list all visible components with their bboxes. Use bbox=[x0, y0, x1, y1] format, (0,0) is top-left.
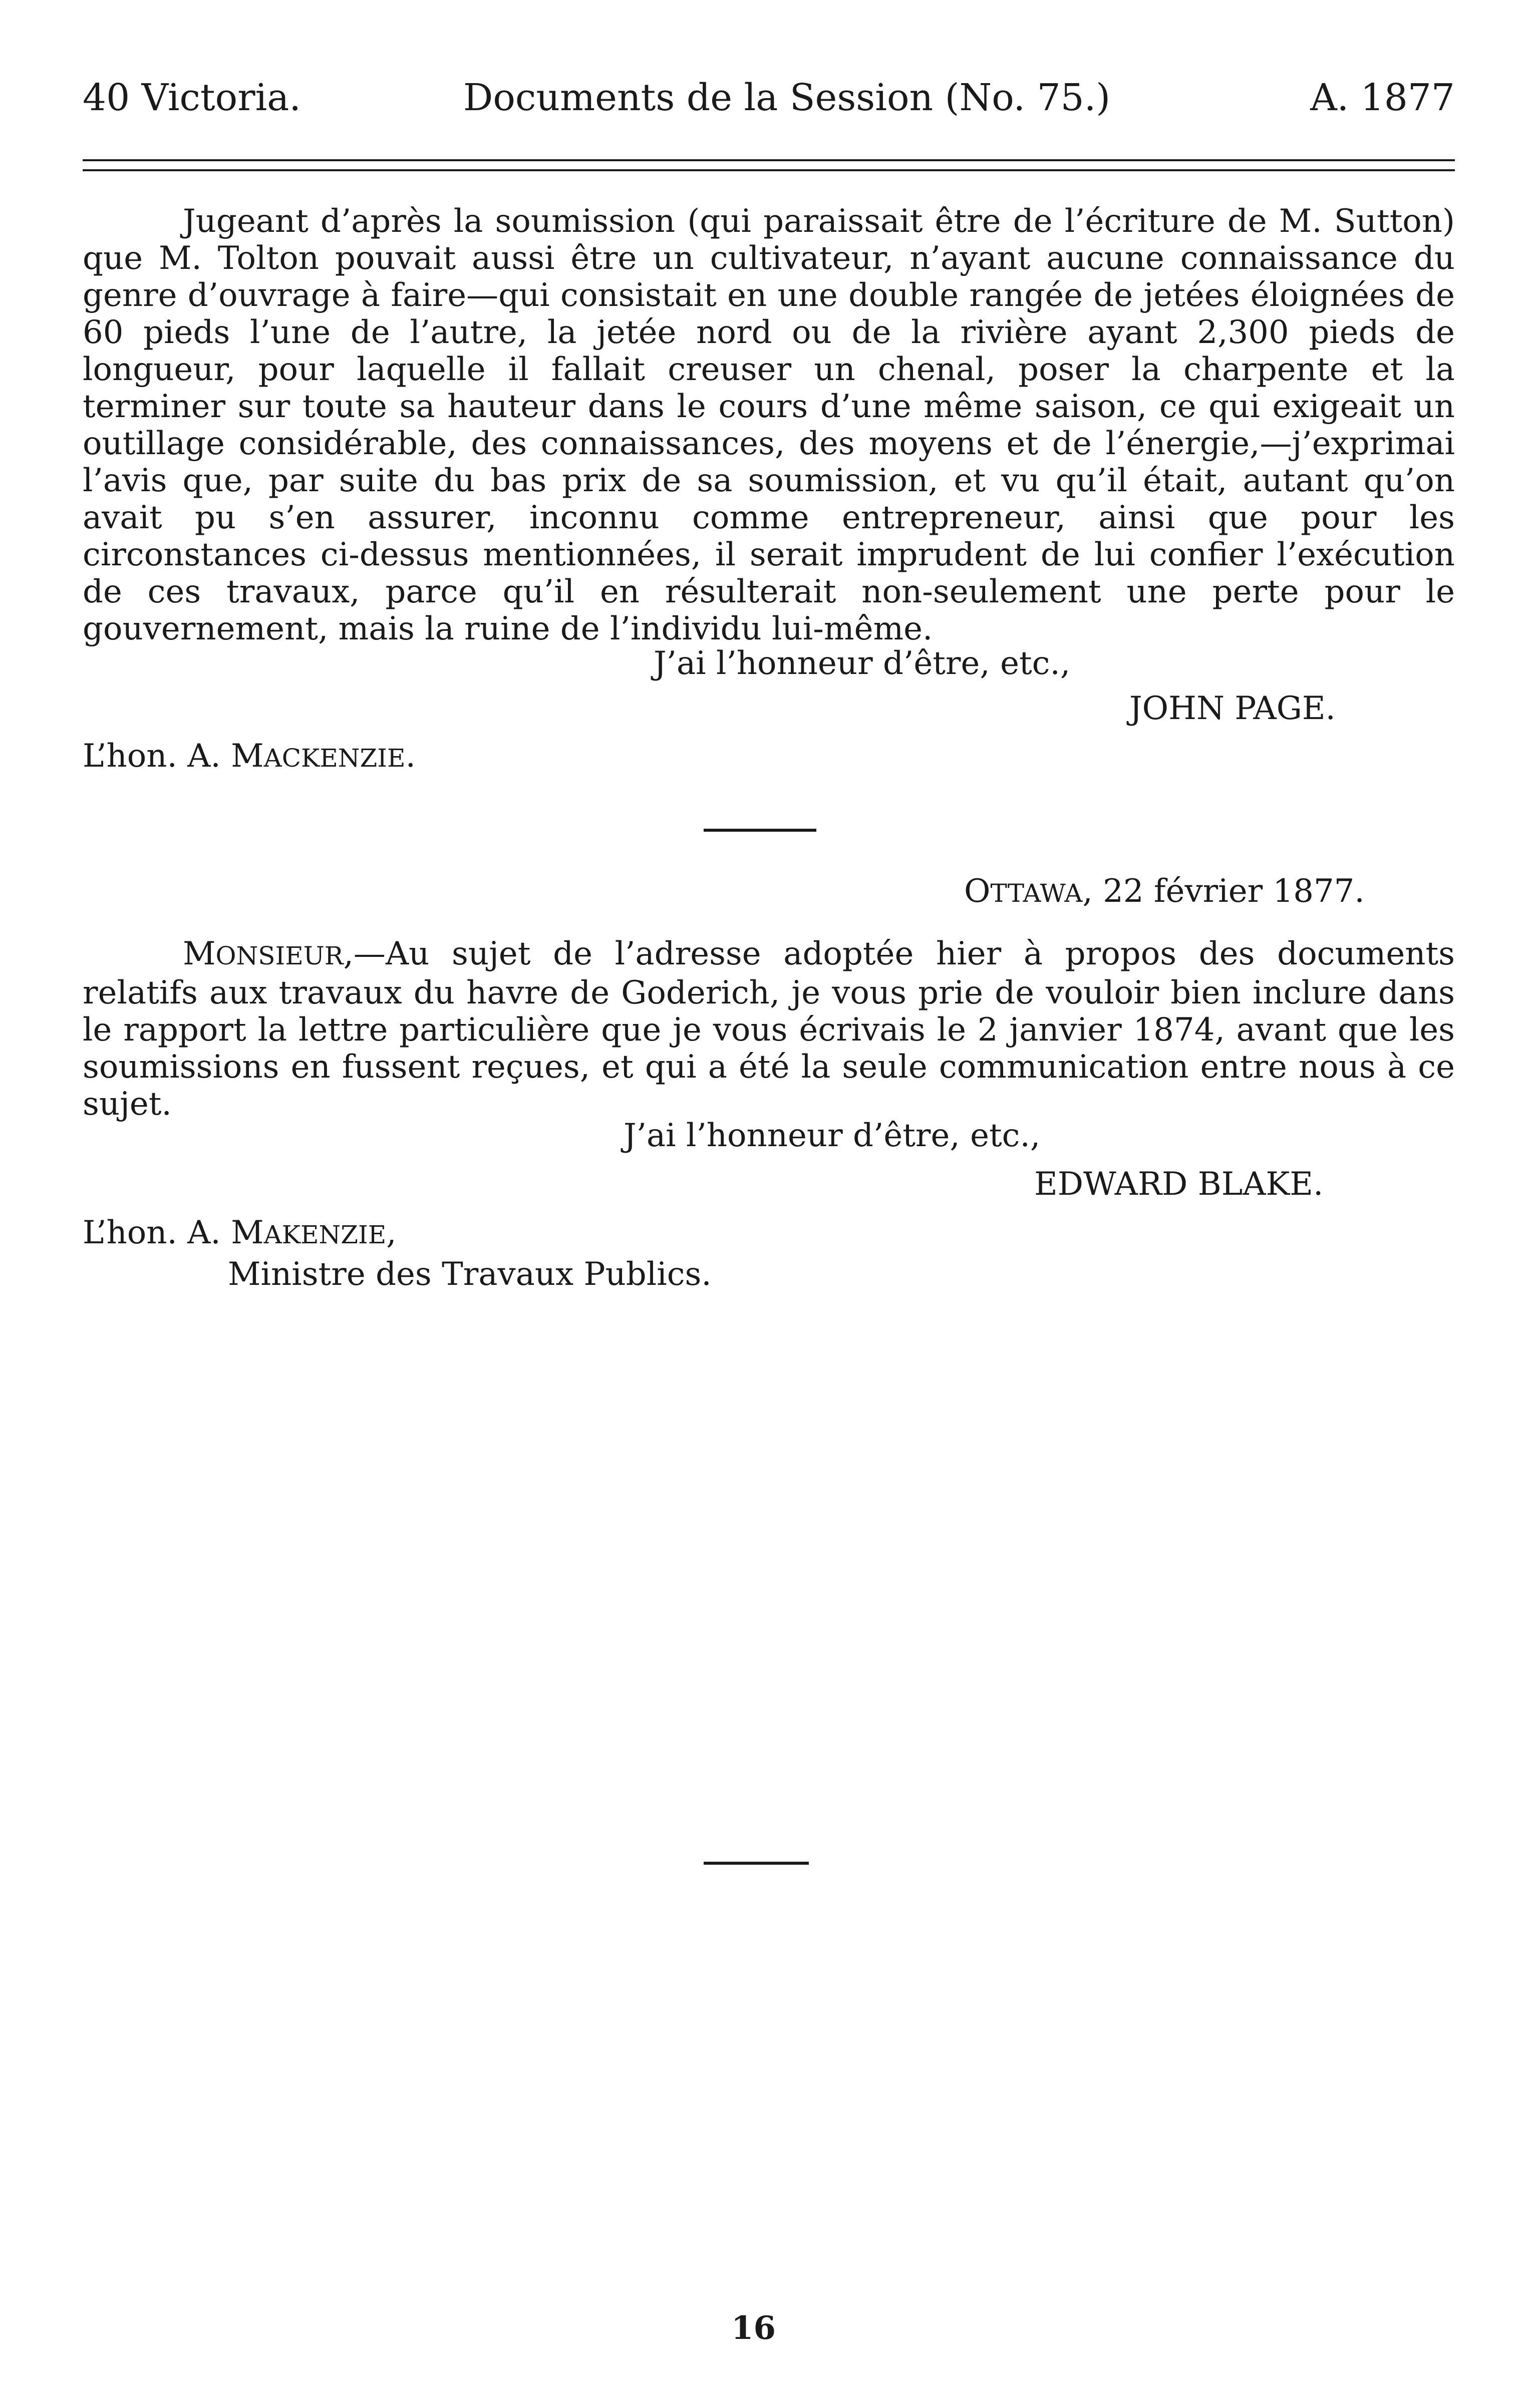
letter1-closing: J’ai l’honneur d’être, etc., bbox=[654, 645, 1071, 682]
letter1-body: Jugeant d’après la soumission (qui paraissait être de l’écriture de M. Sutton) que M. Tolton pouvait aussi être un cultivateur, n’ayant aucune connaissance du genre d’ouvrage à faire—qui consistait en une double rangée de jetées éloignées de 60 pieds l’une de l’autre, la jetée nord ou de la rivière ayant 2,300 pieds de longueur, pour laquelle il fallait creuser un chenal, poser la charpente et la terminer sur toute sa hauteur dans le cours d’une même saison, ce qui exigeait un outillage considérable, des connaissances, des moyens et de l’énergie,—j’exprimai l’avis que, par suite du bas prix de sa soumission, et vu qu’il était, autant qu’on avait pu s’en assurer, inconnu comme entrepreneur, ainsi que pour les circonstances ci-dessus mentionnées, il serait imprudent de lui confier l’exécution de ces travaux, parce qu’il en résulterait non-seulement une perte pour le gouvernement, mais la ruine de l’individu lui-même. bbox=[83, 203, 1455, 647]
letter2-recipient: L’hon. A. MAKENZIE, bbox=[83, 1214, 397, 1251]
letter2-closing: J’ai l’honneur d’être, etc., bbox=[624, 1117, 1041, 1154]
header-double-rule bbox=[83, 159, 1455, 171]
letter2-body: MONSIEUR,—Au sujet de l’adresse adoptée hier à propos des documents relatifs aux travaux du havre de Goderich, je vous prie de vouloir bien inclure dans le rapport la lettre particulière que je vous écrivais le 2 janvier 1874, avant que les soumissions en fussent reçues, et qui a été la seule communication entre nous à ce sujet. bbox=[83, 935, 1455, 1123]
header-title: Documents de la Session (No. 75.) bbox=[463, 76, 1111, 119]
page-number: 16 bbox=[731, 2309, 776, 2347]
section-divider bbox=[704, 829, 816, 832]
letter2-dateline: OTTAWA, 22 février 1877. bbox=[964, 873, 1365, 910]
letter2-recipient-title: Ministre des Travaux Publics. bbox=[228, 1256, 712, 1293]
letter1-recipient: L’hon. A. MACKENZIE. bbox=[83, 738, 416, 775]
header-year: A. 1877 bbox=[1310, 76, 1455, 119]
letter1-signature: JOHN PAGE. bbox=[1129, 690, 1336, 727]
letter2-signature: EDWARD BLAKE. bbox=[1034, 1166, 1324, 1203]
header-volume: 40 Victoria. bbox=[83, 76, 301, 119]
end-divider bbox=[704, 1862, 809, 1865]
running-header bbox=[83, 70, 1455, 125]
